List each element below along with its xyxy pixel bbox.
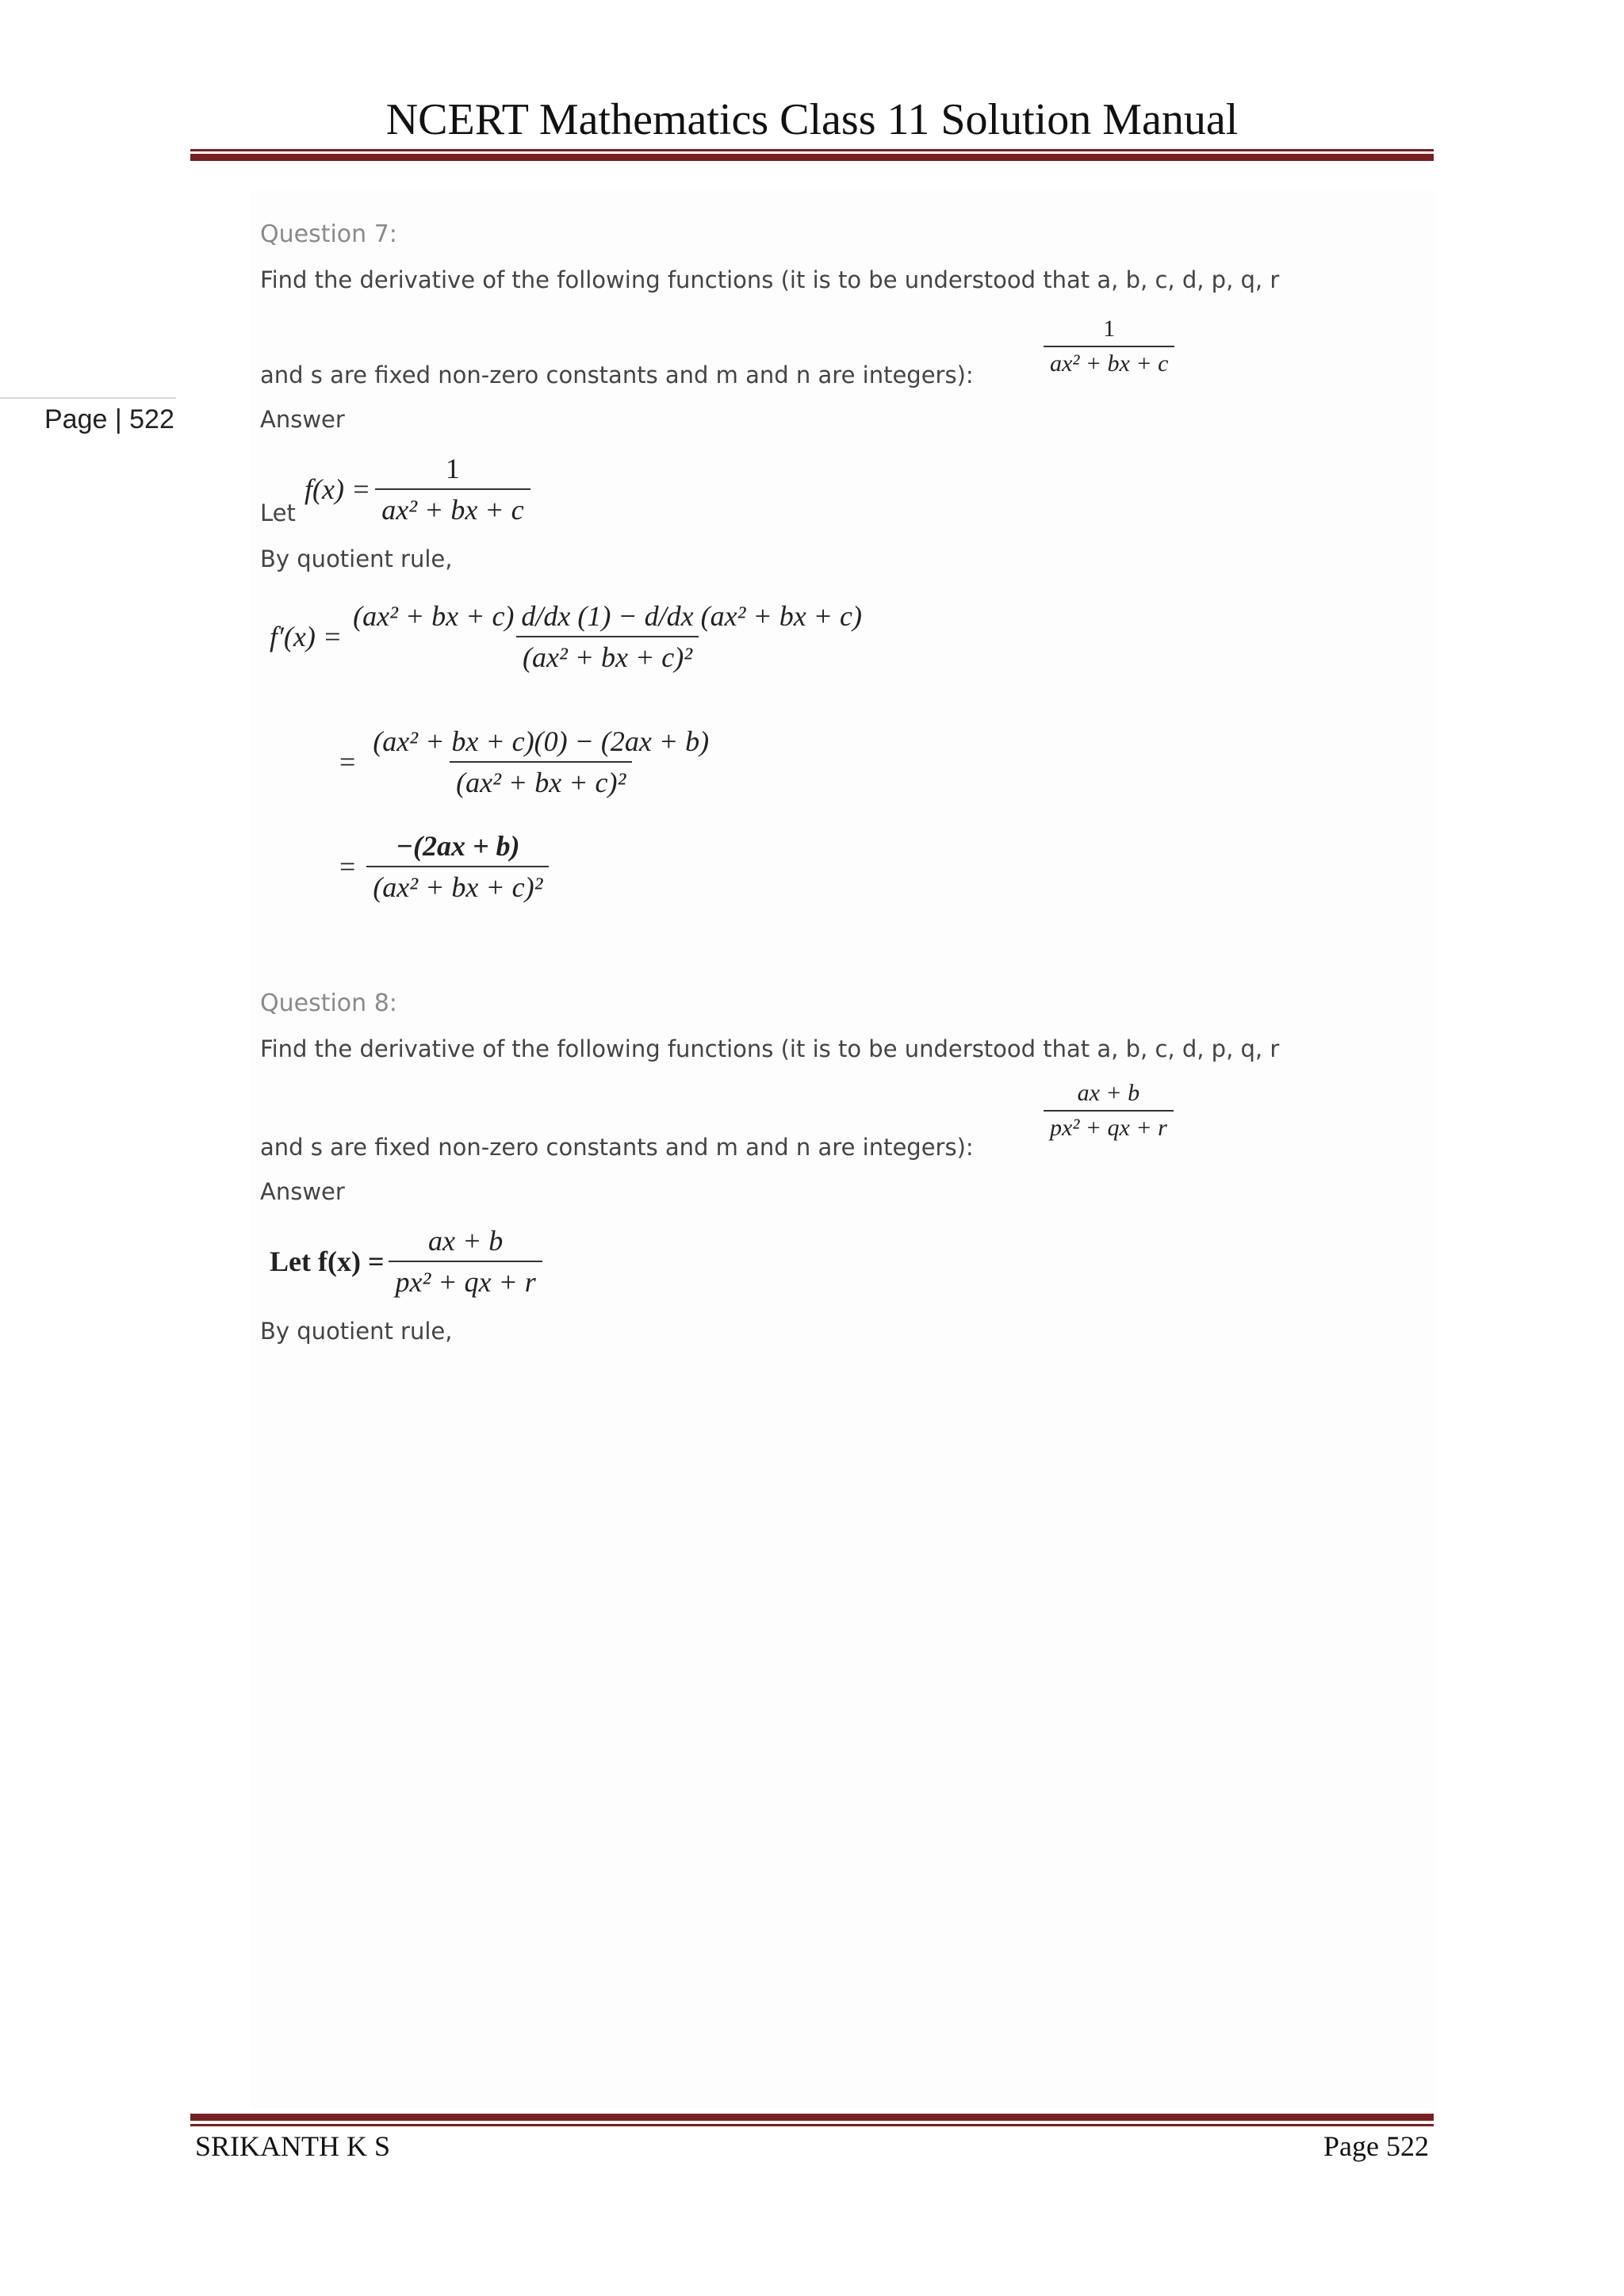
question-7-step1-denominator: (ax² + bx + c)²	[516, 636, 699, 674]
question-7-let-lhs: f(x) =	[304, 473, 371, 505]
question-8-expression	[1039, 1080, 1178, 1142]
question-7-step1-numerator: (ax² + bx + c) d/dx (1) − d/dx (ax² + bx + c)	[353, 600, 862, 632]
question-8-answer-label: Answer	[260, 1178, 345, 1205]
margin-divider	[0, 397, 176, 399]
question-8-expr-denominator: px² + qx + r	[1044, 1110, 1174, 1142]
question-7-step-3	[333, 829, 553, 904]
header-rule-thick	[190, 154, 1434, 161]
question-7-heading: Question 7:	[260, 220, 397, 248]
footer-page-number: Page 522	[1323, 2130, 1429, 2162]
question-8-let-denominator: px² + qx + r	[389, 1261, 542, 1299]
question-7-let-denominator: ax² + bx + c	[375, 488, 530, 526]
question-7-answer-label: Answer	[260, 406, 345, 433]
question-7-let-equation	[304, 452, 535, 526]
question-7-step3-equals: =	[339, 851, 356, 882]
question-8-let-lhs: Let f(x) =	[270, 1246, 385, 1277]
question-7-step2-numerator: (ax² + bx + c)(0) − (2ax + b)	[373, 725, 710, 757]
question-7-expr-denominator: ax² + bx + c	[1044, 346, 1174, 377]
margin-page-label: Page | 522	[44, 404, 174, 434]
question-8-heading: Question 8:	[260, 989, 397, 1017]
question-8-let-numerator: ax + b	[428, 1225, 504, 1257]
question-8-text-line1: Find the derivative of the following functions (it is to be understood that a, b, c, d, p, q, r	[260, 1035, 1280, 1062]
question-7-let-numerator: 1	[445, 453, 460, 484]
question-8-text-line2: and s are fixed non-zero constants and m and n are integers):	[260, 1134, 974, 1161]
question-7-let-label: Let	[260, 499, 296, 526]
question-7-text-line2: and s are fixed non-zero constants and m and n are integers):	[260, 362, 974, 388]
question-7-text-line1: Find the derivative of the following functions (it is to be understood that a, b, c, d, p, q, r	[260, 266, 1280, 293]
question-8-rule-text: By quotient rule,	[260, 1318, 453, 1345]
question-7-step3-denominator: (ax² + bx + c)²	[366, 866, 549, 904]
header-rule-thin	[190, 149, 1434, 151]
question-7-step-1	[270, 599, 873, 674]
page-title: NCERT Mathematics Class 11 Solution Manual	[385, 95, 1239, 144]
question-7-step2-denominator: (ax² + bx + c)²	[450, 761, 632, 799]
footer-author: SRIKANTH K S	[195, 2130, 391, 2162]
question-7-step2-equals: =	[339, 746, 356, 778]
footer-rule-thin	[190, 2124, 1434, 2126]
question-7-expr-numerator: 1	[1103, 316, 1116, 342]
footer-rule-thick	[190, 2114, 1434, 2121]
question-7-step1-lhs: f′(x) =	[270, 621, 343, 652]
question-8-expr-numerator: ax + b	[1077, 1080, 1140, 1106]
question-8-let-equation	[270, 1224, 547, 1299]
question-7-step3-numerator: −(2ax + b)	[396, 830, 520, 862]
question-7-expression	[1039, 316, 1179, 377]
question-7-rule-text: By quotient rule,	[260, 545, 453, 572]
question-7-step-2	[333, 725, 720, 799]
